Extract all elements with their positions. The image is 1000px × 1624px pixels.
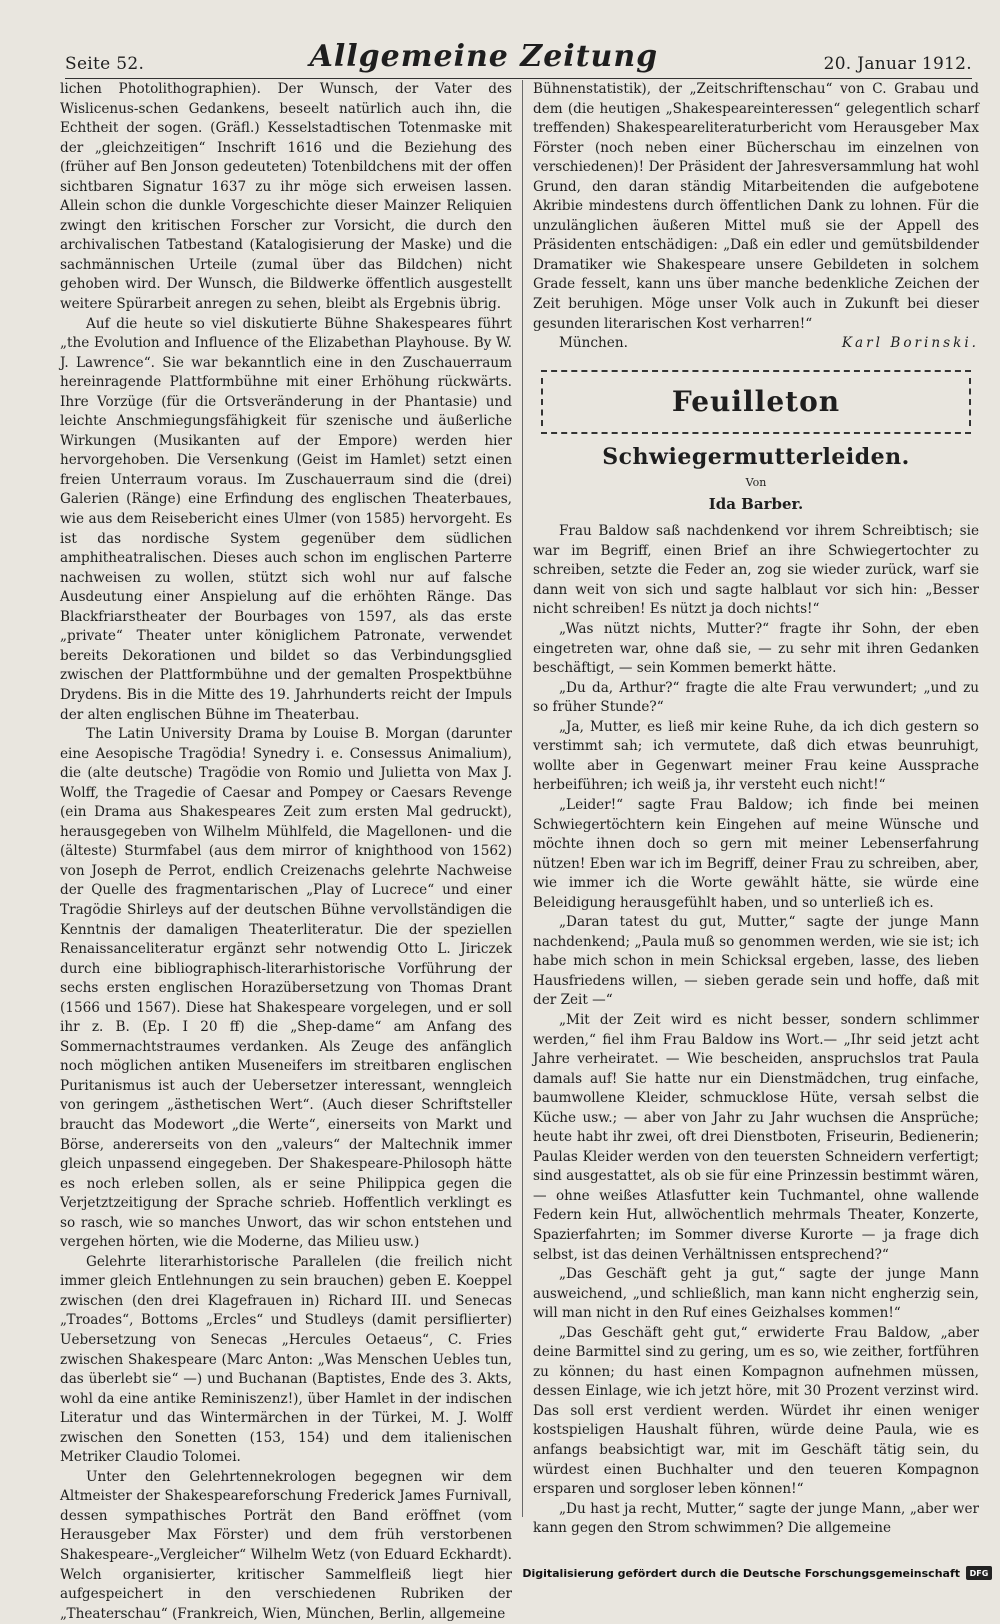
paragraph: The Latin University Drama by Louise B. Morgan (darunter eine Aesopische Tragödia! Synedry i. e. Consessus Animalium), die (alte deutsche) Tragödie von Romio und Julietta von Max J. Wolff, the Tragedie of Caesar and Pompey or Caesars Revenge (ein Drama aus Shakespeares Zeit zum ersten Mal gedruckt), herausgegeben von Wilhelm Mühlfeld, die Magellonen- und die (älteste) Sturmfabel (aus dem mirror of knighthood von 1562) von Joseph de Perrot, endlich Creizenachs gelehrte Nachweise der Quelle des fragmentarischen „Play of Lucrece“ und einer Tragödie Shirleys auf der deutschen Bühne vervollständigen die Kenntnis der damaligen Theaterliteratur. Die der speziellen Renaissanceliteratur ergänzt sehr notwendig Otto L. Jiriczek durch eine bibliographisch-literarhistorische Vorführung der sechs ersten englischen Horazübersetzung von Thomas Drant (1566 und 1567). Diese hat Shakespeare vorgelegen, und er soll ihr z. B. (Ep. I 20 ff) die „Shep-dame“ am Anfang des Sommernachtstraumes verdanken. Als Zeuge des anfänglich noch möglichen antiken Museneifers im streitbaren englischen Puritanismus ist auch der Uebersetzer interessant, wenngleich von geringem „ästhetischen Wert“. (Auch dieser Schriftsteller braucht das Modewort „die Werte“, einerseits von Markt und Börse, andererseits von den „valeurs“ der Maltechnik immer gleich unpassend eingegeben. Der Shakespeare-Philosoph hätte es noch erleben sollen, als er seine Philippica gegen die Verjetztzeitigung der Sprache schrieb. Hoffentlich verklingt es so rasch, wie so manches Unwort, das wir schon entstehen und vergehen hörten, wie die Moderne, das Milieu usw.): [60, 726, 512, 1251]
story-paragraph: „Du hast ja recht, Mutter,“ sagte der junge Mann, „aber wer kann gegen den Strom schwimmen? Die allgemeine: [533, 1500, 979, 1537]
story-paragraph: „Das Geschäft geht ja gut,“ sagte der junge Mann ausweichend, „und schließlich, man kann nicht engherzig sein, will man nicht in den Ruf eines Geizhalses kommen!“: [533, 1266, 979, 1322]
story-von: Von: [745, 476, 767, 490]
story-paragraph: „Was nützt nichts, Mutter?“ fragte ihr Sohn, der eben eingetreten war, ohne daß sie, — zu sehr mit ihren Gedanken beschäftigt, — sein Kommen bemerkt hätte.: [533, 621, 979, 677]
paragraph: Gelehrte literarhistorische Parallelen (die freilich nicht immer gleich Entlehnungen zu sein brauchen) geben E. Koeppel zwischen (den drei Klagefrauen in) Richard III. und Senecas „Troades“, Bottoms „Ercles“ und Studleys (damit persiflierter) Uebersetzung von Senecas „Hercules Oetaeus“, C. Fries zwischen Shakespeare (Marc Anton: „Was Menschen Uebles tun, das überlebt sie“ —) und Buchanan (Baptistes, Ende des 3. Akts, wohl da eine antike Reminiszenz!), über Hamlet in der indischen Literatur und das Wintermärchen in der Türkei, M. J. Wolff zwischen den Sonetten (153, 154) und dem italienischen Metriker Claudio Tolomei.: [60, 1253, 512, 1466]
story-paragraph: „Das Geschäft geht gut,“ erwiderte Frau Baldow, „aber deine Barmittel sind zu gering, um es so, wie zeither, fortführen zu können; du hast einen Kompagnon aufnehmen müssen, dessen Einlage, wie ich jetzt höre, mit 30 Prozent verzinst wird. Das soll erst verdient werden. Würdet ihr einen weniger kostspieligen Haushalt führen, würde deine Paula, wie es anfangs beabsichtigt war, mit im Geschäft tätig sein, du würdest einen Buchhalter und den teueren Kompagnon ersparen und sorgloser leben können!“: [533, 1324, 979, 1498]
story-paragraph: „Leider!“ sagte Frau Baldow; ich finde bei meinen Schwiegertöchtern kein Eingehen auf meine Wünsche und möchte ihnen doch so gern mit meiner Lebenserfahrung nützen! Eben war ich im Begriff, deiner Frau zu schreiben, aber, wie immer ich die Worte gewählt hätte, sie würde eine Beleidigung herausgefühlt haben, und so unterließ ich es.: [533, 796, 979, 911]
page-number: Seite 52.: [65, 54, 145, 74]
paragraph: Auf die heute so viel diskutierte Bühne Shakespeares führt „the Evolution and Influence of the Elizabethan Playhouse. By W. J. Lawrence“. Sie war bekanntlich eine in den Zuschauerraum hereinragende Plattformbühne mit einer Erhöhung rückwärts. Ihre Vorzüge (für die Ortsveränderung in der Phantasie) und leichte Anschmiegungsfähigkeit für szenische und äußerliche Wirkungen (Musikanten auf der Empore) werden hier hervorgehoben. Die Versenkung (Geist im Hamlet) setzt einen freien Unterraum voraus. Im Zuschauerraum sind die (drei) Galerien (Ränge) eine Erfindung des englischen Theaterbaues, wie aus dem Reisebericht eines Ulmer (von 1585) hervorgeht. Es ist das nordische System gegenüber dem südlichen amphitheatralischen. Dieses auch schon im englischen Parterre nachweisen zu wollen, stützt sich wohl nur auf falsche Ausdeutung einer Anspielung auf die erhöhten Ränge. Das Blackfriarstheater der Bourbages von 1597, als das erste „private“ Theater unter königlichem Patronate, verwendet bereits Dekorationen und bildet so das Verbindungsglied zwischen der Plattformbühne und der gemalten Prospektbühne Drydens. Bis in die Mitte des 19. Jahrhunderts reicht der Impuls der alten englischen Bühne im Theaterbau.: [60, 315, 512, 723]
right-column: [533, 80, 979, 1537]
article-signature: [533, 334, 979, 354]
column-divider: [522, 80, 523, 1517]
issue-date: 20. Januar 1912.: [823, 54, 972, 74]
story-paragraph: Frau Baldow saß nachdenkend vor ihrem Schreibtisch; sie war im Begriff, einen Brief an ihre Schwiegertochter zu schreiben, setzte die Feder an, zog sie wieder zurück, warf sie dann weit von sich und sagte halblaut vor sich hin: „Besser nicht schreiben! Es nützt ja doch nichts!“: [533, 523, 979, 618]
banner-border-right: [969, 378, 971, 426]
left-column: [60, 80, 512, 1622]
page-header: [65, 28, 972, 79]
story-paragraph: „Du da, Arthur?“ fragte die alte Frau verwundert; „und zu so früher Stunde?“: [533, 679, 979, 716]
footer-text: Digitalisierung gefördert durch die Deutsche Forschungsgemeinschaft: [522, 1566, 960, 1580]
signature-place: München.: [559, 335, 628, 352]
paragraph: Bühnenstatistik), der „Zeitschriftenschau“ von C. Grabau und dem (die heutigen „Shakespeareinteressen“ gelegentlich scharf treffenden) Shakespeareliteraturbericht vom Herausgeber Max Förster (noch neben einer Bücherschau im einzelnen von verschiedenen)! Der Präsident der Jahresversammlung hat wohl Grund, den daran ständig Mitarbeitenden die aufgebotene Akribie mindestens durch öffentlichen Dank zu lohnen. Für die unzulänglichen äußeren Mittel muß sie der Appell des Präsidenten entschädigen: „Daß ein edler und gemütsbildender Dramatiker wie Shakespeare unsere Gebildeten in solchem Grade fesselt, kann uns über manche bedenkliche Zeichen der Zeit beruhigen. Möge unser Volk auch in Zukunft bei dieser gesunden literarischen Kost verharren!“: [533, 81, 979, 332]
paragraph: lichen Photolithographien). Der Wunsch, der Vater des Wislicenus-schen Gedankens, beseelt natürlich auch ihn, die Echtheit der sogen. (Gräfl.) Kesselstadtischen Totenmaske mit der „gleichzeitigen“ Inschrift 1616 und die Beziehung des (früher auf Ben Jonson gedeuteten) Totenbildchens mit der offen sichtbaren Signatur 1637 zu ihr möge sich erweisen lassen. Allein schon die dunkle Vorgeschichte dieser Mainzer Reliquien zwingt den kritischen Forscher zur Vorsicht, die durch den archivalischen Tatbestand (Katalogisierung der Maske) und die sachmännischen Urteile (zumal über das Bildchen) nicht gehoben wird. Der Wunsch, die Bildwerke öffentlich ausgestellt weitere Spürarbeit anregen zu sehen, bleibt als Ergebnis übrig.: [60, 81, 512, 313]
paragraph: Unter den Gelehrtennekrologen begegnen wir dem Altmeister der Shakespeareforschung Frederick James Furnivall, dessen sympathisches Porträt den Band eröffnet (vom Herausgeber Max Förster) und dem früh verstorbenen Shakespeare-„Vergleicher“ Wilhelm Wetz (von Eduard Eckhardt). Welch organisierter, kritischer Sammelfleiß liegt hier aufgespeichert in den verschiedenen Rubriken der „Theaterschau“ (Frankreich, Wien, München, Berlin, allgemeine: [60, 1468, 512, 1622]
signature-name: Karl Borinski.: [841, 335, 979, 352]
feuilleton-banner: [541, 370, 971, 434]
story-paragraph: „Mit der Zeit wird es nicht besser, sondern schlimmer werden,“ fiel ihm Frau Baldow ins Wort.— „Ihr seid jetzt acht Jahre verheiratet. — Wie bescheiden, anspruchslos trat Paula damals auf! Sie hatte nur ein Dienstmädchen, trug einfache, baumwollene Kleider, schmucklose Hüte, versah selbst die Küche usw.; — aber von Jahr zu Jahr wuchsen die Ansprüche; heute habt ihr zwei, oft drei Dienstboten, Friseurin, Bedienerin; Paulas Kleider werden von den teuersten Schneidern verfertigt; sind ausgestattet, als ob sie für eine Prinzessin bestimmt wären, — ohne weißes Atlasfutter kein Tuchmantel, ohne wallende Federn kein Hut, allwöchentlich mehrmals Theater, Konzerte, Spazierfahrten; im Sommer diverse Kurorte — ja frage dich selbst, ist das deinen Verhältnissen entsprechend?“: [533, 1011, 979, 1263]
story-paragraph: „Daran tatest du gut, Mutter,“ sagte der junge Mann nachdenkend; „Paula muß so genommen werden, wie sie ist; ich habe mich schon in mein Schicksal ergeben, lasse, des lieben Hausfriedens willen, — sieben gerade sein und hoffe, daß mit der Zeit —“: [533, 914, 979, 1009]
story-title: Schwiegermutterleiden.: [602, 443, 910, 470]
dfg-logo-icon: DFG: [966, 1566, 992, 1580]
story-paragraph: „Ja, Mutter, es ließ mir keine Ruhe, da ich dich gestern so verstimmt sah; ich vermutete, daß dich etwas beunruhigt, wollte aber in Gegenwart meiner Frau keine Aussprache herbeiführen; ich weiß ja, ihr versteht euch nicht!“: [533, 718, 979, 794]
newspaper-title: Allgemeine Zeitung: [309, 39, 659, 74]
story-author: Ida Barber.: [708, 494, 804, 513]
digitization-footer: [522, 1566, 992, 1580]
banner-border-left: [541, 378, 543, 426]
feuilleton-heading: Feuilleton: [671, 384, 841, 418]
